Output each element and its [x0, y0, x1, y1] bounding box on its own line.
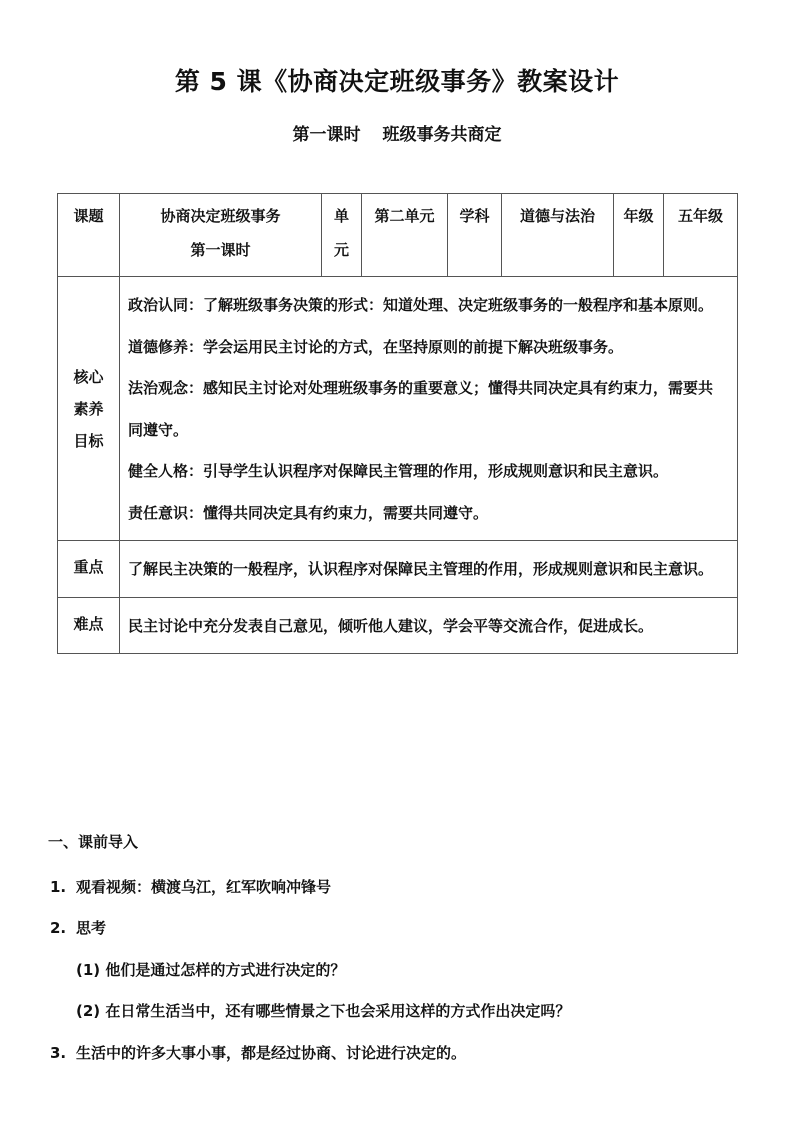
list-item: (1) 他们是通过怎样的方式进行决定的？ — [76, 961, 346, 979]
topic-value-cell — [120, 194, 322, 277]
core-goal-line: 政治认同：了解班级事务决策的形式：知道处理、决定班级事务的一般程序和基本原则。 — [128, 296, 714, 314]
list-item: 3. 生活中的许多大事小事，都是经过协商、讨论进行决定的。 — [50, 1044, 467, 1062]
difficult-point-label: 难点 — [58, 597, 120, 654]
grade-value-cell: 五年级 — [664, 194, 738, 277]
topic-line-1: 协商决定班级事务 — [160, 207, 281, 225]
key-point-label: 重点 — [58, 541, 120, 598]
core-goal-line: 责任意识：懂得共同决定具有约束力，需要共同遵守。 — [128, 503, 489, 522]
subtitle-lesson: 第一课时 — [292, 125, 361, 145]
list-item: 1. 观看视频：横渡乌江，红军吹响冲锋号 — [50, 878, 332, 896]
topic-line-2: 第一课时 — [190, 241, 251, 259]
lesson-info-table — [57, 193, 738, 654]
core-goal-line: 健全人格：引导学生认识程序对保障民主管理的作用，形成规则意识和民主意识。 — [128, 462, 669, 480]
list-item: 2. 思考 — [50, 919, 107, 937]
subtitle-topic: 班级事务共商定 — [382, 125, 502, 145]
difficult-point-row — [58, 597, 738, 654]
core-goals-content — [120, 277, 738, 541]
subject-value-cell: 道德与法治 — [502, 194, 614, 277]
difficult-point-content: 民主讨论中充分发表自己意见，倾听他人建议，学会平等交流合作，促进成长。 — [120, 597, 738, 654]
list-item: (2) 在日常生活当中，还有哪些情景之下也会采用这样的方式作出决定吗？ — [76, 1002, 571, 1020]
section-heading: 一、课前导入 — [48, 833, 139, 851]
subject-label-cell: 学科 — [448, 194, 502, 277]
key-point-content: 了解民主决策的一般程序，认识程序对保障民主管理的作用，形成规则意识和民主意识。 — [120, 541, 738, 598]
document-title: 第 5 课《协商决定班级事务》教案设计 — [174, 67, 620, 96]
document-subtitle — [0, 120, 794, 145]
core-goal-line: 法治观念：感知民主讨论对处理班级事务的重要意义；懂得共同决定具有约束力，需要共同遵守。 — [128, 379, 714, 439]
topic-label-cell: 课题 — [58, 194, 120, 277]
table-header-row — [58, 194, 738, 277]
core-goals-row — [58, 277, 738, 541]
unit-label-cell: 单 元 — [322, 194, 362, 277]
unit-value-cell: 第二单元 — [362, 194, 448, 277]
core-goal-line: 道德修养：学会运用民主讨论的方式，在坚持原则的前提下解决班级事务。 — [128, 337, 624, 356]
core-goals-label: 核心 素养 目标 — [58, 277, 120, 541]
key-point-row — [58, 541, 738, 598]
grade-label-cell: 年级 — [614, 194, 664, 277]
